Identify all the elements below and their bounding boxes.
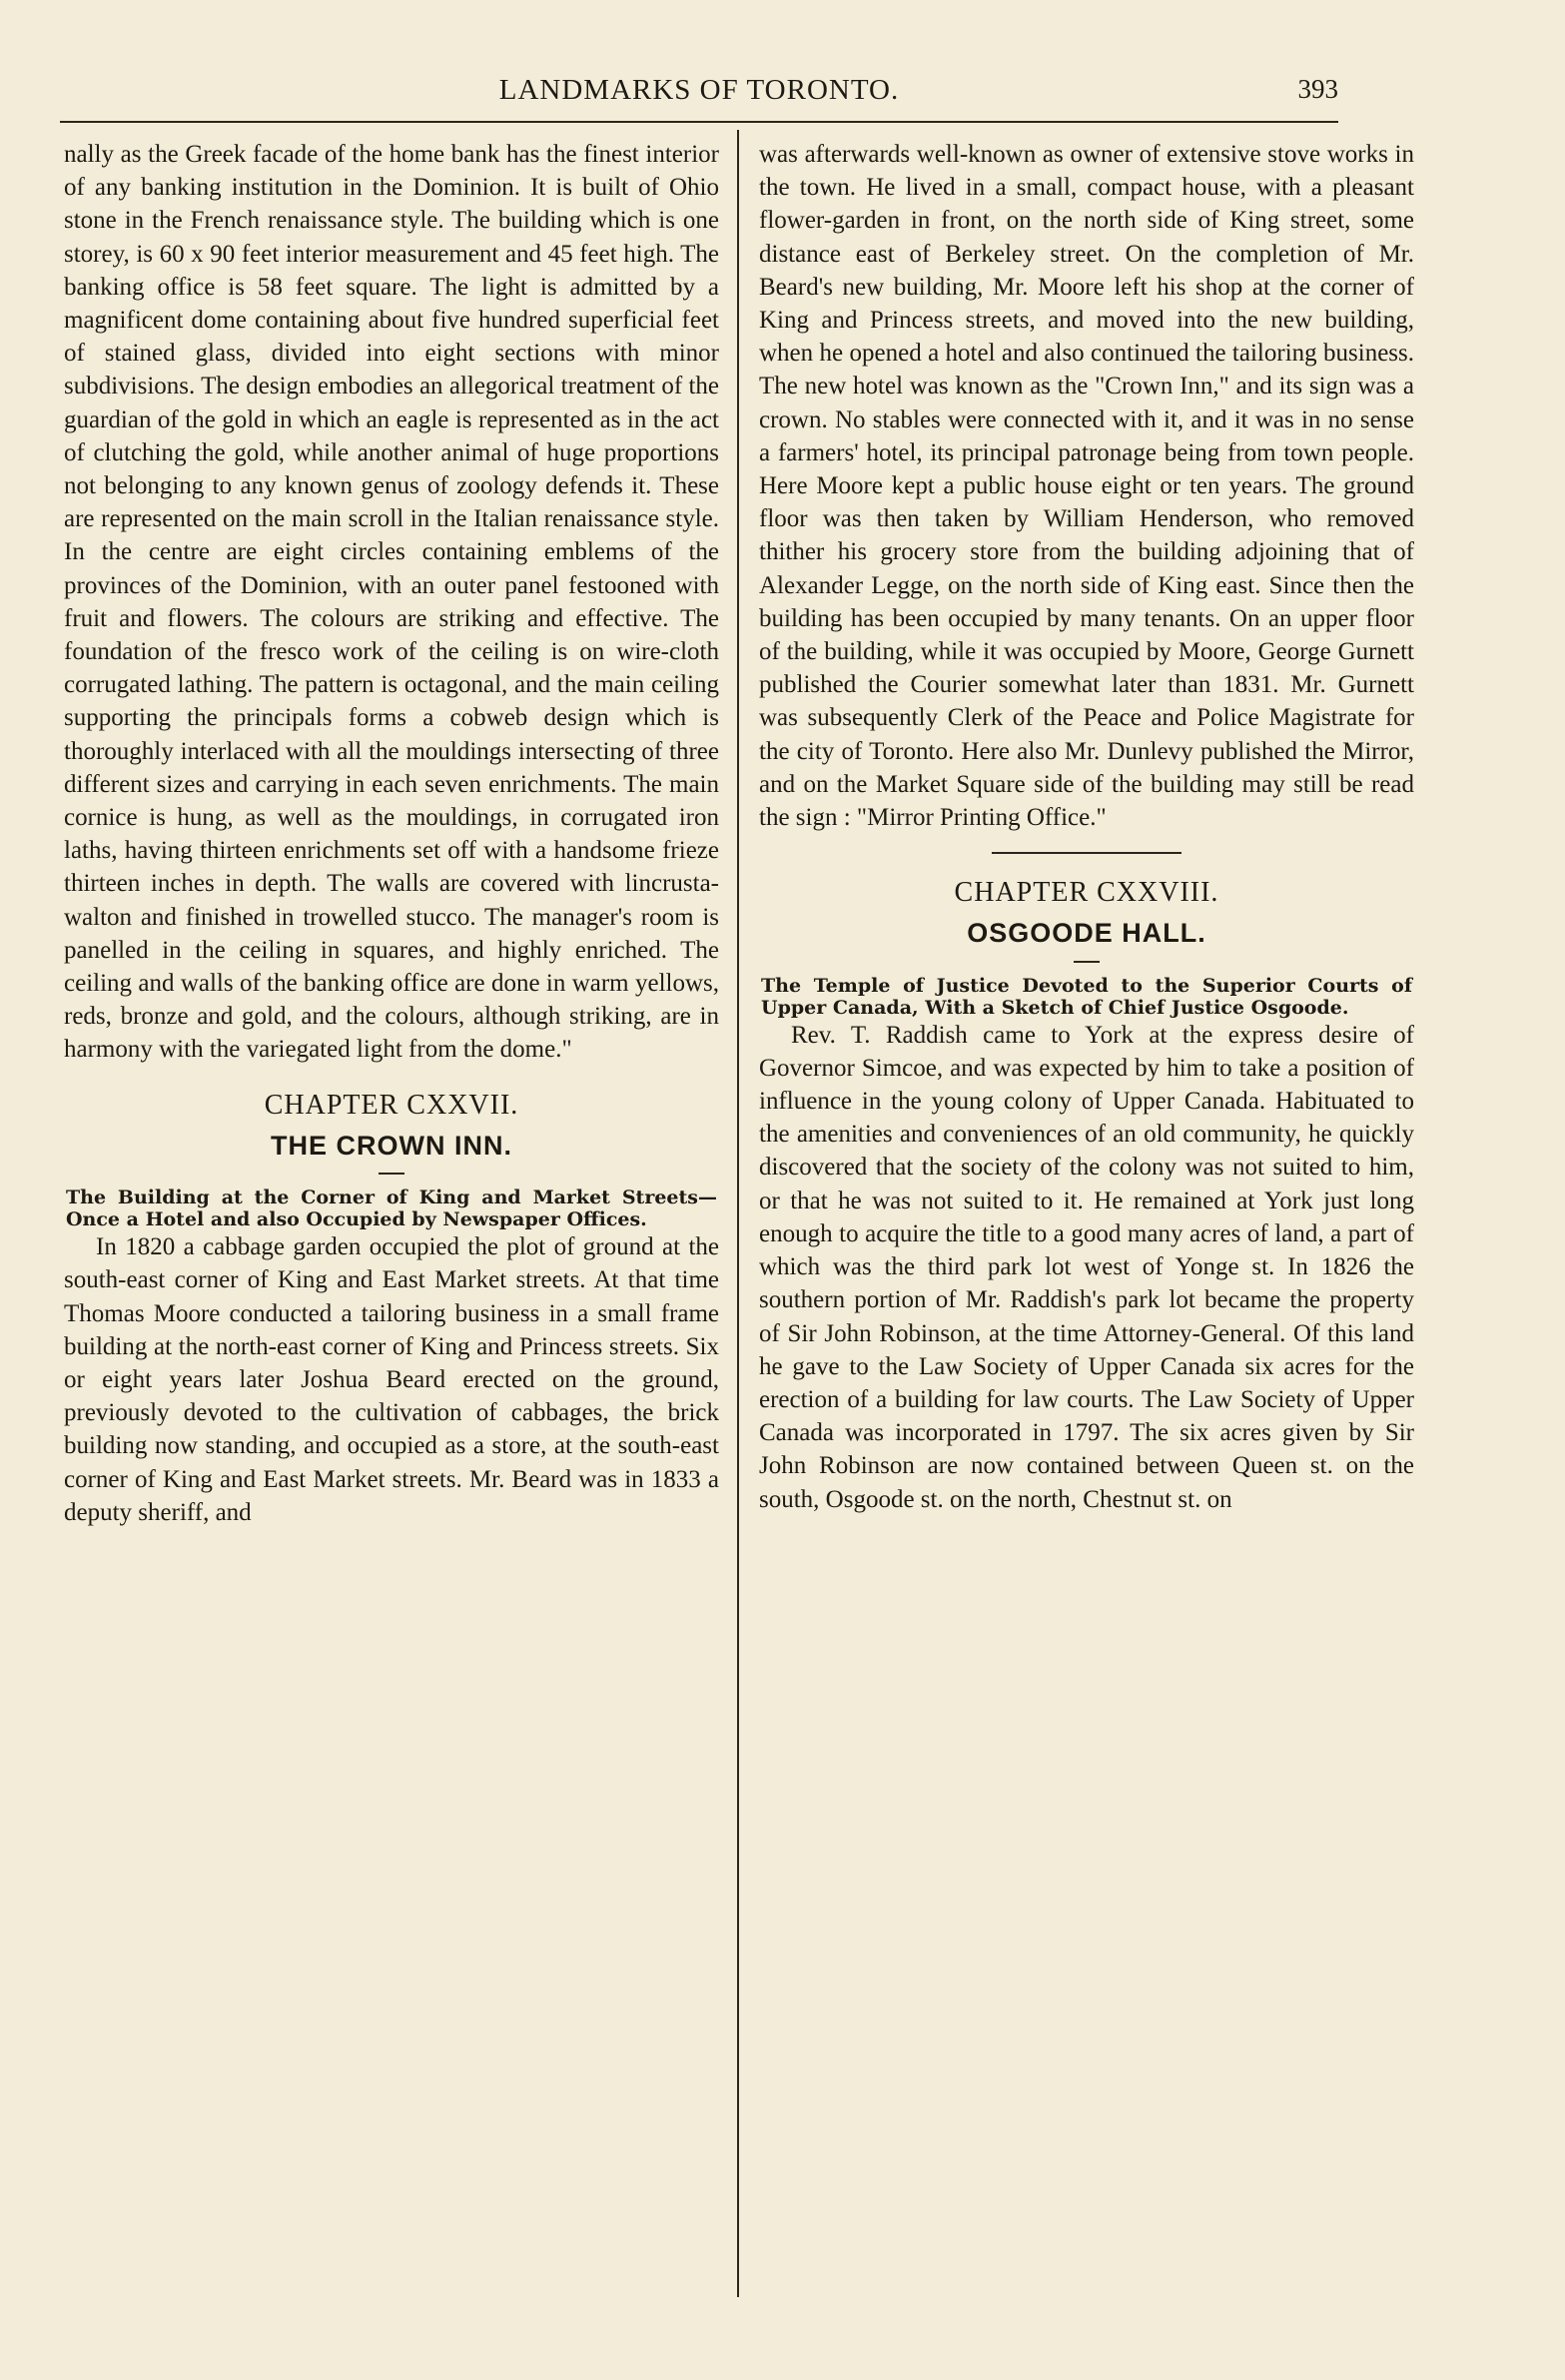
section-title-crown-inn: THE CROWN INN. xyxy=(271,1130,512,1161)
chapter-summary-crown-inn: The Building at the Corner of King and Market Streets—Once a Hotel and also Occupied by Newspaper Offices. xyxy=(66,1187,717,1231)
chapter-heading-cxxviii: CHAPTER CXXVIII. xyxy=(954,877,1219,909)
left-body-paragraph: In 1820 a cabbage garden occupied the plot of ground at the south-east corner of King and East Market streets. At that time Thomas Moore conducted a tailoring business in a small frame building at the north-east corner of King and Princess streets. Six or eight years later Joshua Beard erected on the ground, previously devoted to the cultivation of cabbages, the brick building now standing, and occupied as a store, at the south-east corner of King and East Market streets. Mr. Beard was in 1833 a deputy sheriff, and xyxy=(64,1233,719,1526)
column-divider xyxy=(737,130,739,2297)
left-column xyxy=(64,138,719,1529)
chapter-heading-cxxvii: CHAPTER CXXVII. xyxy=(264,1089,519,1121)
running-title: LANDMARKS OF TORONTO. xyxy=(498,74,900,106)
chapter-summary-osgoode-hall: The Temple of Justice Devoted to the Superior Courts of Upper Canada, With a Sketch of Chief Justice Osgoode. xyxy=(761,974,1412,1019)
page-number: 393 xyxy=(1297,74,1338,104)
title-dash xyxy=(1074,961,1100,963)
left-continuation-paragraph: nally as the Greek facade of the home bank has the finest interior of any banking institution in the Dominion. It is built of Ohio stone in the French renaissance style. The building which is one storey, is 60 x 90 feet interior measurement and 45 feet high. The banking office is 58 feet square. The light is admitted by a magnificent dome containing about five hundred superficial feet of stained glass, divided into eight sections with minor subdivisions. The design embodies an allegorical treatment of the guardian of the gold in which an eagle is represented as in the act of clutching the gold, while another animal of huge proportions not belonging to any known genus of zoology defends it. These are represented on the main scroll in the Italian renaissance style. In the centre are eight circles containing emblems of the provinces of the Dominion, with an outer panel festooned with fruit and flowers. The colours are striking and effective. The foundation of the fresco work of the ceiling is on wire-cloth corrugated lathing. The pattern is octagonal, and the main ceiling supporting the principals forms a cobweb design which is thoroughly interlaced with all the mouldings intersecting of three different sizes and carrying in each seven enrichments. The main cornice is hung, as well as the mouldings, in corrugated iron laths, having thirteen enrichments set off with a handsome frieze thirteen inches in depth. The walls are covered with lincrusta-walton and finished in trowelled stucco. The manager's room is panelled in the ceiling in squares, and highly enriched. The ceiling and walls of the banking office are done in warm yellows, reds, bronze and gold, and the colours, although striking, are in harmony with the variegated light from the dome." xyxy=(64,141,719,1064)
title-dash xyxy=(379,1173,404,1175)
section-title-osgoode-hall: OSGOODE HALL. xyxy=(967,918,1206,949)
right-column xyxy=(759,138,1414,1516)
right-body-paragraph: Rev. T. Raddish came to York at the express desire of Governor Simcoe, and was expected by him to take a position of influence in the young colony of Upper Canada. Habituated to the amenities and conveniences of an old community, he quickly discovered that the society of the colony was not suited to him, or that he was not suited to it. He remained at York just long enough to acquire the title to a good many acres of land, a part of which was the third park lot west of Yonge st. In 1826 the southern portion of Mr. Raddish's park lot became the property of Sir John Robinson, at the time Attorney-General. Of this land he gave to the Law Society of Upper Canada six acres for the erection of a building for law courts. The Law Society of Upper Canada was incorporated in 1797. The six acres given by Sir John Robinson are now contained between Queen st. on the south, Osgoode st. on the north, Chestnut st. on xyxy=(759,1021,1414,1513)
running-header xyxy=(60,68,1338,120)
header-rule xyxy=(60,121,1338,123)
chapter-separator-rule xyxy=(992,852,1181,854)
right-continuation-paragraph: was afterwards well-known as owner of extensive stove works in the town. He lived in a small, compact house, with a pleasant flower-garden in front, on the north side of King street, some distance east of Berkeley street. On the completion of Mr. Beard's new building, Mr. Moore left his shop at the corner of King and Princess streets, and moved into the new building, when he opened a hotel and also continued the tailoring business. The new hotel was known as the "Crown Inn," and its sign was a crown. No stables were connected with it, and it was in no sense a farmers' hotel, its principal patronage being from town people. Here Moore kept a public house eight or ten years. The ground floor was then taken by William Henderson, who removed thither his grocery store from the building adjoining that of Alexander Legge, on the north side of King east. Since then the building has been occupied by many tenants. On an upper floor of the building, while it was occupied by Moore, George Gurnett published the Courier somewhat later than 1831. Mr. Gurnett was subsequently Clerk of the Peace and Police Magistrate for the city of Toronto. Here also Mr. Dunlevy published the Mirror, and on the Market Square side of the building may still be read the sign : "Mirror Printing Office." xyxy=(759,141,1414,832)
